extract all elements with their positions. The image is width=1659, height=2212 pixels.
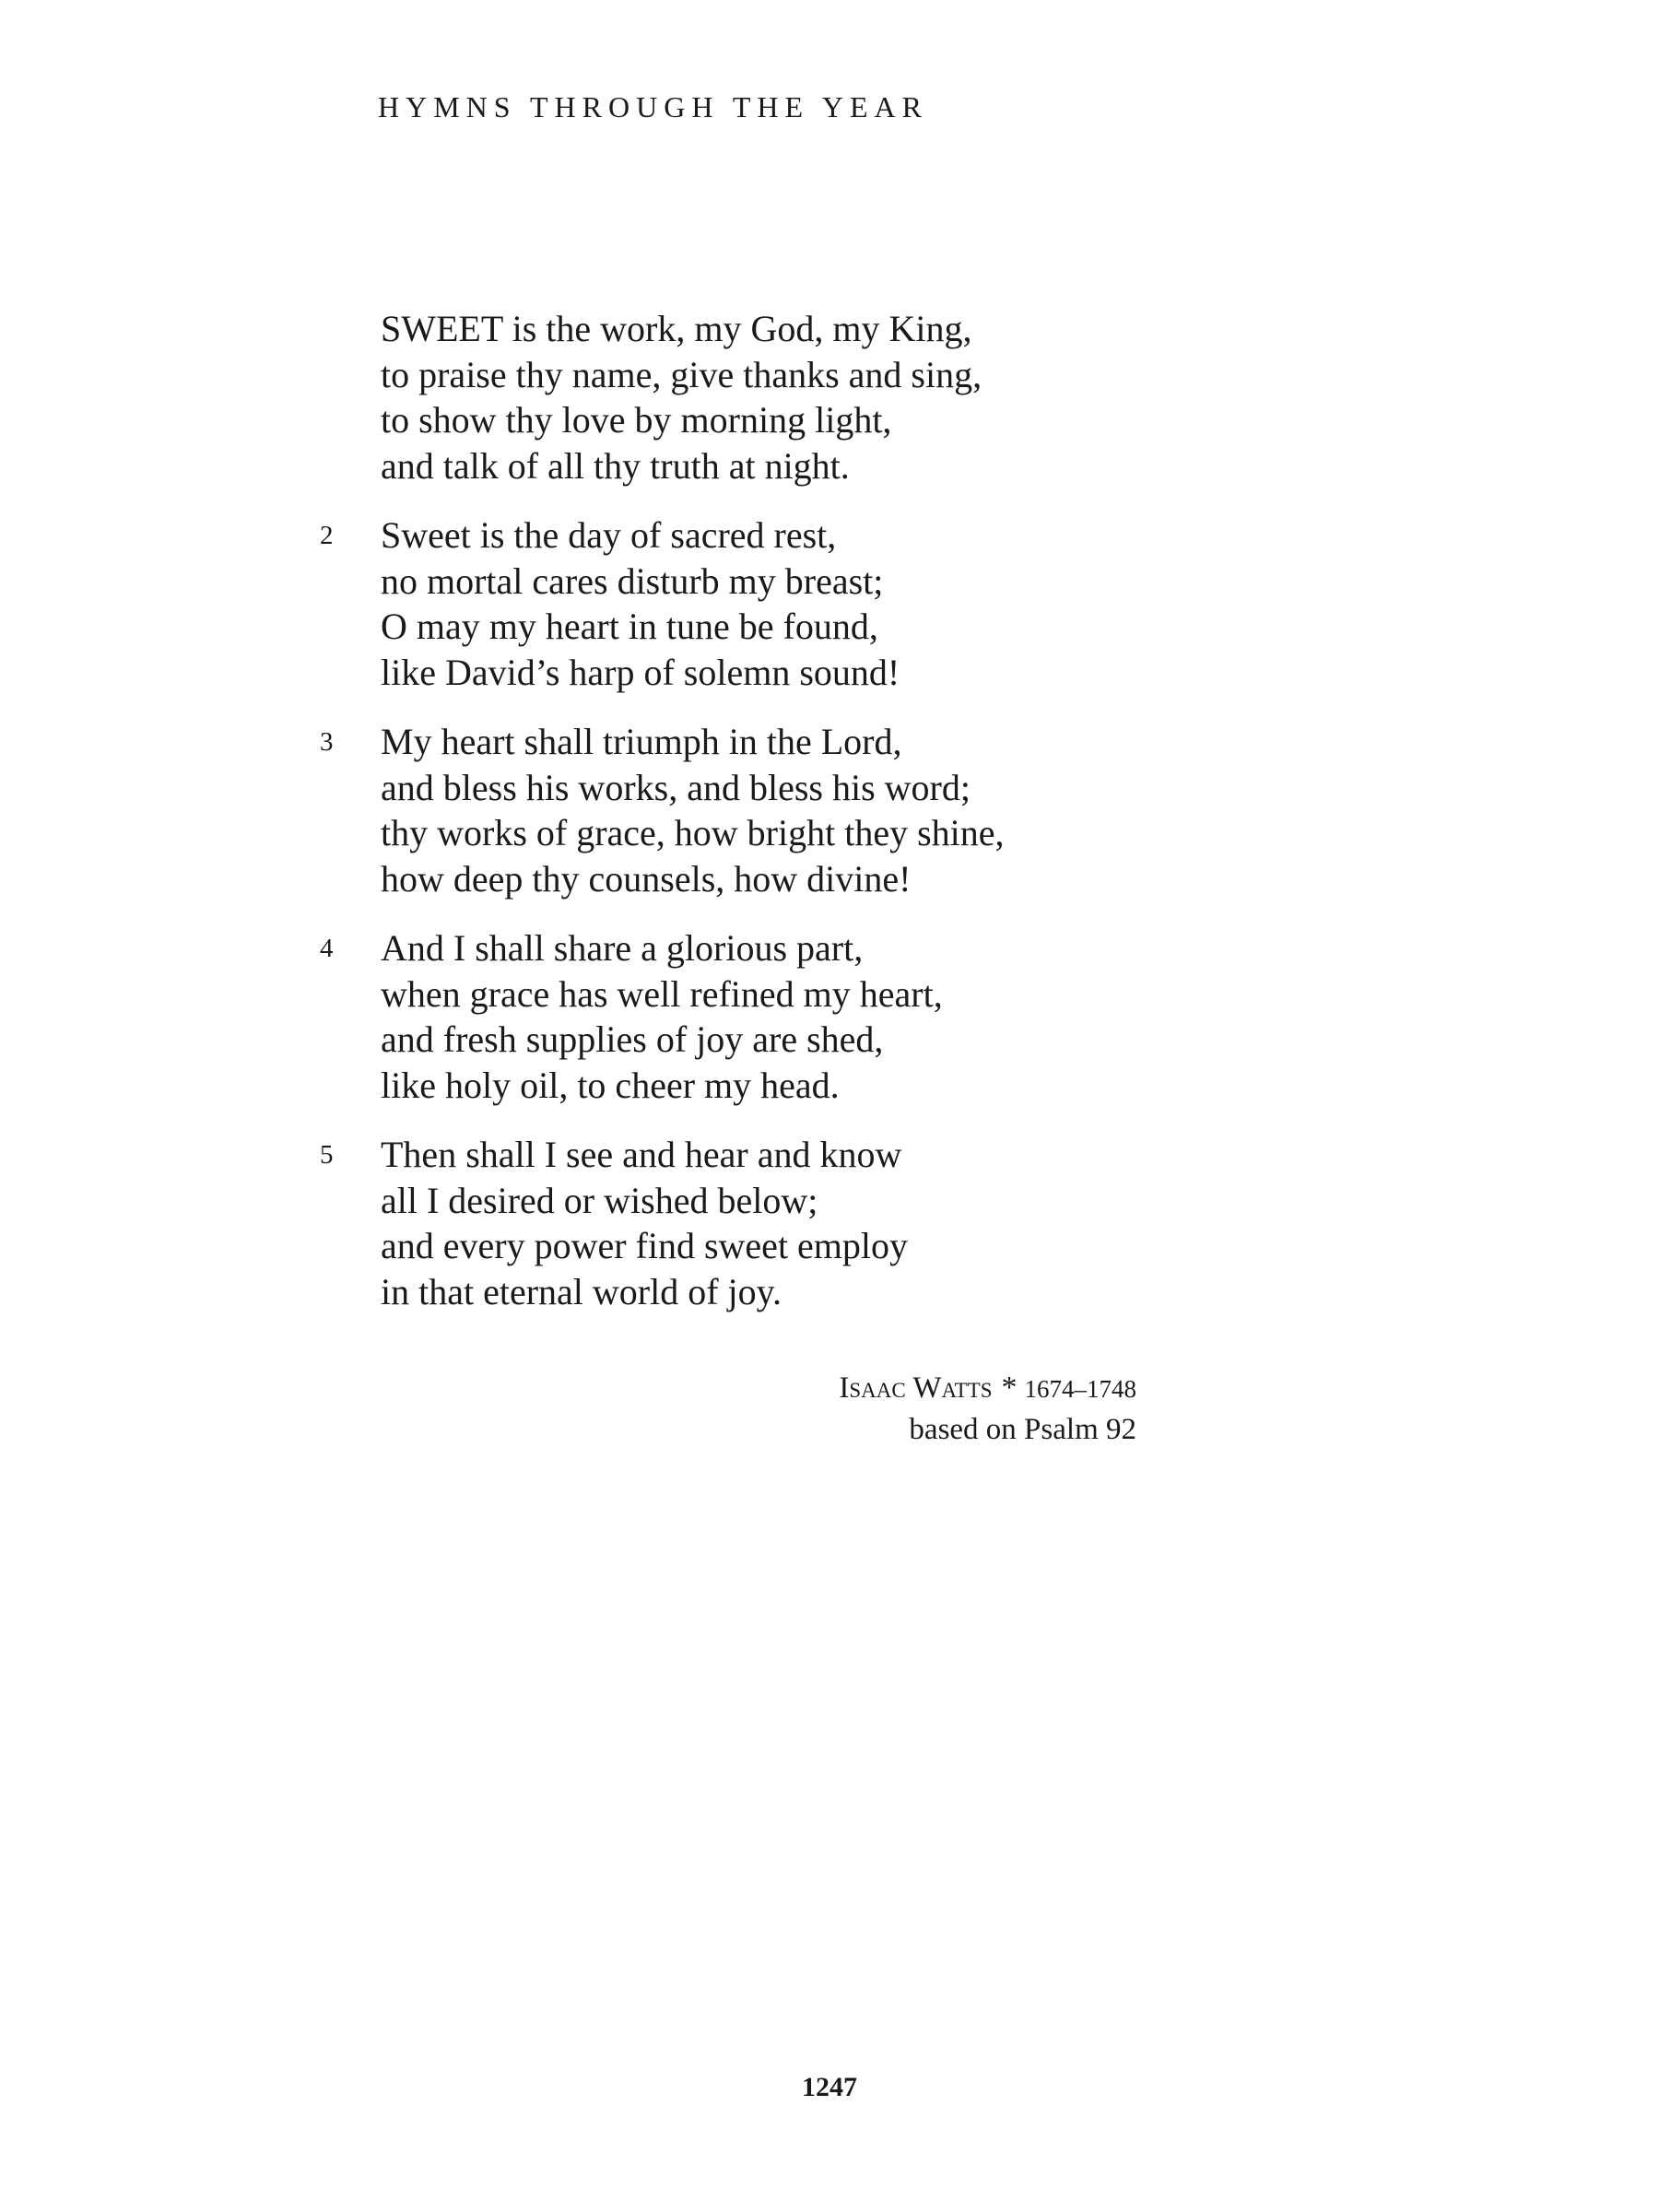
stanza-line: no mortal cares disturb my breast;	[381, 559, 884, 602]
stanza-line: and bless his works, and bless his word;	[381, 766, 971, 808]
stanza-line: like David’s harp of solemn sound!	[381, 651, 900, 693]
stanza-1	[295, 306, 1217, 488]
stanza-5	[295, 1132, 1217, 1314]
stanza-2	[295, 512, 1217, 695]
source-text: based on Psalm 92	[909, 1413, 1136, 1446]
stanza-line: to show thy love by morning light,	[381, 399, 892, 441]
stanza-line: how deep thy counsels, how divine!	[381, 857, 912, 900]
stanza-line: and fresh supplies of joy are shed,	[381, 1018, 884, 1060]
stanza-line: and every power find sweet employ	[381, 1225, 909, 1266]
stanza-number: 2	[320, 521, 334, 550]
stanza-3	[295, 719, 1217, 901]
page-number: 1247	[802, 2072, 857, 2102]
stanza-4	[295, 925, 1217, 1108]
author-line	[839, 1368, 1136, 1409]
stanza-line: O may my heart in tune be found,	[381, 606, 878, 647]
stanza-line: thy works of grace, how bright they shine,	[381, 812, 1005, 853]
stanza-line: My heart shall triumph in the Lord,	[381, 721, 902, 762]
stanza-number: 3	[320, 727, 334, 757]
stanza-line: and talk of all thy truth at night.	[381, 444, 850, 487]
stanza-line: to praise thy name, give thanks and sing,	[381, 353, 982, 395]
stanza-line: all I desired or wished below;	[381, 1179, 818, 1221]
attribution	[839, 1368, 1136, 1450]
stanza-line: Then shall I see and hear and know	[381, 1134, 902, 1175]
stanza-line: Sweet is the day of sacred rest,	[381, 514, 837, 556]
hymn-text	[295, 306, 1217, 1338]
running-head: HYMNS THROUGH THE YEAR	[378, 90, 928, 124]
stanza-number: 4	[320, 934, 334, 963]
stanza-line: SWEET is the work, my God, my King,	[381, 308, 972, 349]
stanza-line: like holy oil, to cheer my head.	[381, 1064, 840, 1106]
author-name: Isaac Watts	[839, 1371, 993, 1405]
stanza-line: And I shall share a glorious part,	[381, 927, 864, 969]
stanza-number: 5	[320, 1140, 334, 1170]
author-dates: 1674–1748	[1024, 1375, 1136, 1403]
stanza-line: when grace has well refined my heart,	[381, 972, 943, 1015]
alteration-mark: *	[1001, 1371, 1018, 1405]
stanza-line: in that eternal world of joy.	[381, 1270, 782, 1312]
